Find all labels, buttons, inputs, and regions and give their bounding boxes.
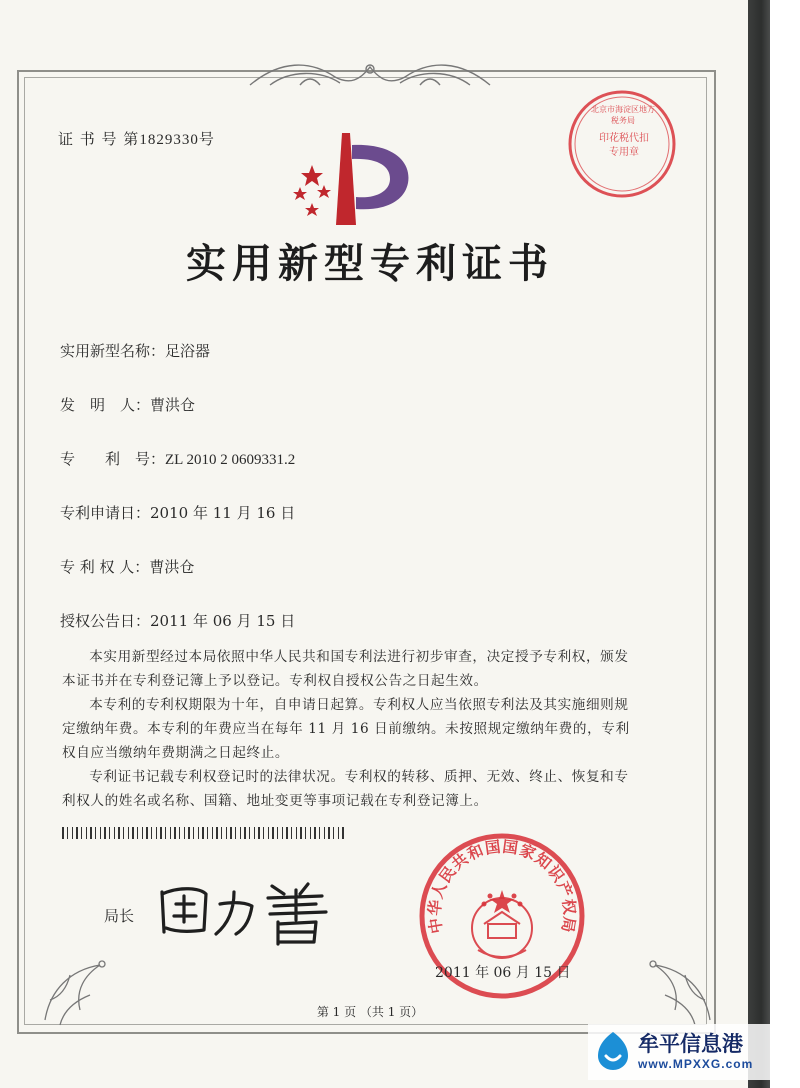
field-value: 曹洪仓 [150,396,196,414]
seal-ring-text: 中华人民共和国国家知识产权局 [425,837,579,935]
field-value: ZL 2010 2 0609331.2 [165,452,296,468]
barcode-bar [268,827,269,839]
certificate-number-label: 证 书 号 第 [58,130,140,148]
barcode-bar [324,827,325,839]
field-label: 授权公告日： [60,612,151,630]
barcode-bar [207,827,208,839]
director-signature [150,870,340,950]
field-label: 发 明 人： [60,396,151,414]
barcode-bar [76,827,78,839]
barcode-bar [328,827,330,839]
barcode-bar [277,827,278,839]
field-label: 专 利 权 人： [60,558,150,576]
certificate-number-value: 1829330 [139,132,199,148]
barcode-bar [244,827,246,839]
barcode-bar [114,827,115,839]
barcode [62,827,348,839]
field-application-date [60,502,295,523]
certificate-title: 实用新型专利证书 [186,240,554,287]
field-inventor [60,394,195,415]
barcode-bar [193,827,194,839]
barcode-bar [109,827,110,839]
barcode-bar [226,827,227,839]
barcode-bar [272,827,274,839]
barcode-bar [216,827,218,839]
right-margin [770,0,800,1088]
field-value: 2011 年 06 月 15 日 [150,612,296,630]
director-label: 局长 [104,907,135,925]
binding-spine [748,0,770,1088]
sign-date: 2011 年 06 月 15 日 [435,965,571,981]
barcode-bar [146,827,148,839]
patent-office-logo [290,125,420,230]
barcode-bar [212,827,213,839]
barcode-bar [72,827,73,839]
top-ornament [240,55,500,95]
svg-text:中华人民共和国国家知识产权局 [425,837,579,935]
watermark-logo-icon [594,1030,632,1072]
barcode-bar [151,827,152,839]
barcode-bar [188,827,190,839]
barcode-bar [310,827,311,839]
barcode-bar [286,827,288,839]
page-number: 第 1 页 （共 1 页） [316,1005,424,1019]
barcode-bar [132,827,134,839]
tax-seal-ring-text: 北京市海淀区地方税务局 [591,105,655,125]
field-patent-number [60,448,295,469]
barcode-bar [342,827,344,839]
barcode-bar [319,827,320,839]
barcode-bar [202,827,204,839]
barcode-bar [221,827,222,839]
body-paragraph: 专利证书记载专利权登记时的法律状况。专利权的转移、质押、无效、终止、恢复和专利权人的姓名或名称、国籍、地址变更等事项记载在专利登记簿上。 [62,769,629,809]
barcode-bar [100,827,101,839]
field-label: 专 利 号： [60,450,166,468]
watermark-url: www.MPXXG.com [638,1057,754,1071]
field-patentee [60,556,194,577]
body-paragraph: 本专利的专利权期限为十年，自申请日起算。专利权人应当依照专利法及其实施细则规定缴纳年费。本专利的年费应当在每年 11 月 16 日前缴纳。未按照规定缴纳年费的，专利权自应当缴纳年费期满之日起终止。 [62,697,630,761]
barcode-bar [254,827,255,839]
barcode-bar [165,827,166,839]
certificate-body [62,645,636,813]
barcode-bar [338,827,339,839]
barcode-bar [137,827,138,839]
barcode-bar [123,827,124,839]
barcode-bar [296,827,297,839]
barcode-bar [104,827,106,839]
barcode-bar [179,827,180,839]
field-value: 曹洪仓 [149,558,195,576]
barcode-bar [291,827,292,839]
body-paragraph: 本实用新型经过本局依照中华人民共和国专利法进行初步审查，决定授予专利权，颁发本证书并在专利登记簿上予以登记。专利权自授权公告之日起生效。 [62,649,629,689]
barcode-bar [235,827,236,839]
barcode-bar [240,827,241,839]
barcode-bar [156,827,157,839]
barcode-bar [249,827,250,839]
field-label: 实用新型名称： [60,342,166,360]
barcode-bar [258,827,260,839]
site-watermark [588,1024,794,1080]
barcode-bar [118,827,120,839]
barcode-bar [282,827,283,839]
barcode-bar [160,827,162,839]
barcode-bar [198,827,199,839]
barcode-bar [300,827,302,839]
barcode-bar [128,827,129,839]
barcode-bar [90,827,92,839]
barcode-bar [62,827,64,839]
barcode-bar [95,827,96,839]
barcode-bar [142,827,143,839]
barcode-bar [67,827,68,839]
barcode-bar [230,827,232,839]
barcode-bar [314,827,316,839]
field-utility-model-name [60,340,210,361]
watermark-title: 牟平信息港 [638,1032,743,1056]
barcode-bar [170,827,171,839]
field-value: 足浴器 [165,342,211,360]
barcode-bar [305,827,306,839]
barcode-bar [81,827,82,839]
certificate-number-suffix: 号 [198,130,215,148]
field-label: 专利申请日： [60,504,151,522]
tax-seal-center-text: 印花税代扣专用章 [599,133,649,158]
barcode-bar [174,827,176,839]
barcode-bar [184,827,185,839]
certificate-number [58,128,215,149]
barcode-bar [333,827,334,839]
barcode-bar [263,827,264,839]
barcode-bar [86,827,87,839]
field-value: 2010 年 11 月 16 日 [150,504,296,522]
field-grant-date [60,610,295,631]
